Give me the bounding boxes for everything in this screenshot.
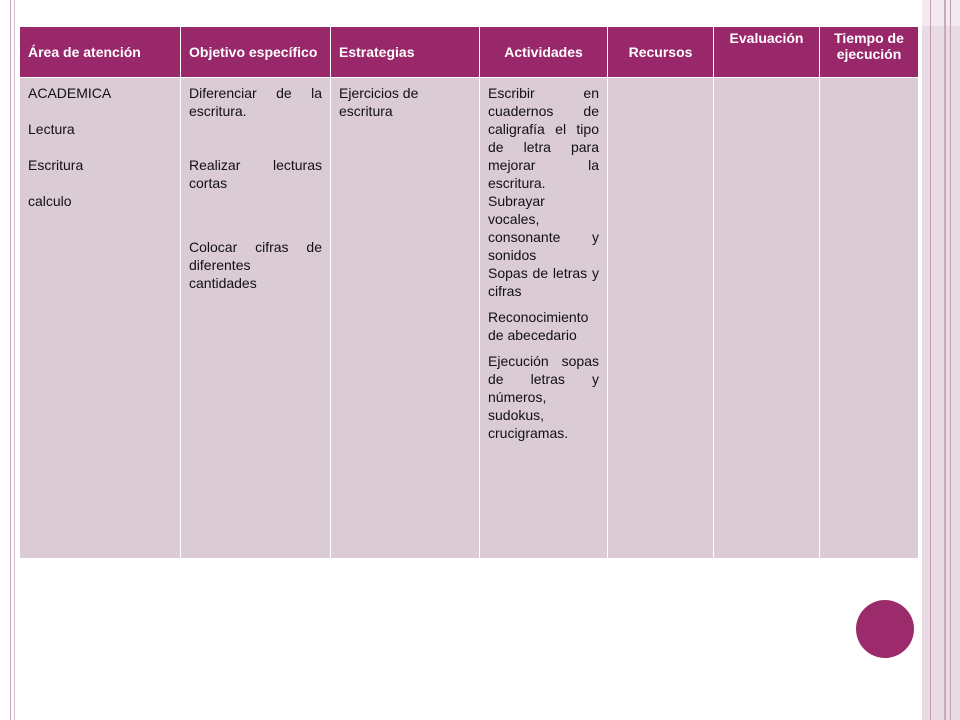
- header-area: Área de atención: [20, 27, 181, 78]
- cell-evaluacion: [714, 78, 820, 559]
- slide-border-right-top: [922, 0, 960, 26]
- intervention-plan-table: [19, 26, 919, 559]
- actividad-item: Ejecución sopas de letras y números, sudokus, crucigramas.: [488, 353, 599, 441]
- header-actividades: Actividades: [480, 27, 608, 78]
- slide-border-left-inner: [14, 0, 15, 720]
- header-objetivo: Objetivo específico: [181, 27, 331, 78]
- header-estrategias: Estrategias: [331, 27, 480, 78]
- header-evaluacion: Evaluación: [714, 27, 820, 78]
- slide-border-right-line: [950, 0, 951, 720]
- slide-border-right-line: [944, 0, 946, 720]
- header-tiempo: Tiempo de ejecución: [820, 27, 919, 78]
- table-header-row: [20, 27, 919, 78]
- cell-recursos: [608, 78, 714, 559]
- slide-border-right-band: [922, 0, 960, 720]
- objetivo-item: Realizar lecturas cortas: [189, 157, 322, 191]
- actividad-item: Reconocimiento de abecedario: [488, 309, 589, 343]
- cell-actividades: [480, 78, 608, 559]
- cell-tiempo: [820, 78, 919, 559]
- cell-objetivo: [181, 78, 331, 559]
- cell-area: [20, 78, 181, 559]
- area-item: ACADEMICA: [28, 85, 112, 101]
- area-item: calculo: [28, 193, 72, 209]
- objetivo-item: Colocar cifras de diferentes cantidades: [189, 239, 322, 291]
- actividad-item: Escribir en cuadernos de caligrafía el tipo de letra para mejorar la escritura.: [488, 85, 599, 191]
- actividad-item: Sopas de letras y cifras: [488, 265, 599, 299]
- actividad-item: Subrayar vocales, consonante y sonidos: [488, 193, 599, 263]
- objetivo-item: Diferenciar de la escritura.: [189, 85, 322, 119]
- area-item: Lectura: [28, 121, 75, 137]
- slide-border-left: [10, 0, 11, 720]
- table-row: [20, 78, 919, 559]
- slide-border-right-line: [930, 0, 931, 720]
- cell-estrategias: [331, 78, 480, 559]
- area-item: Escritura: [28, 157, 84, 173]
- header-recursos: Recursos: [608, 27, 714, 78]
- decorative-circle: [856, 600, 914, 658]
- estrategia-text: Ejercicios de escritura: [339, 85, 419, 119]
